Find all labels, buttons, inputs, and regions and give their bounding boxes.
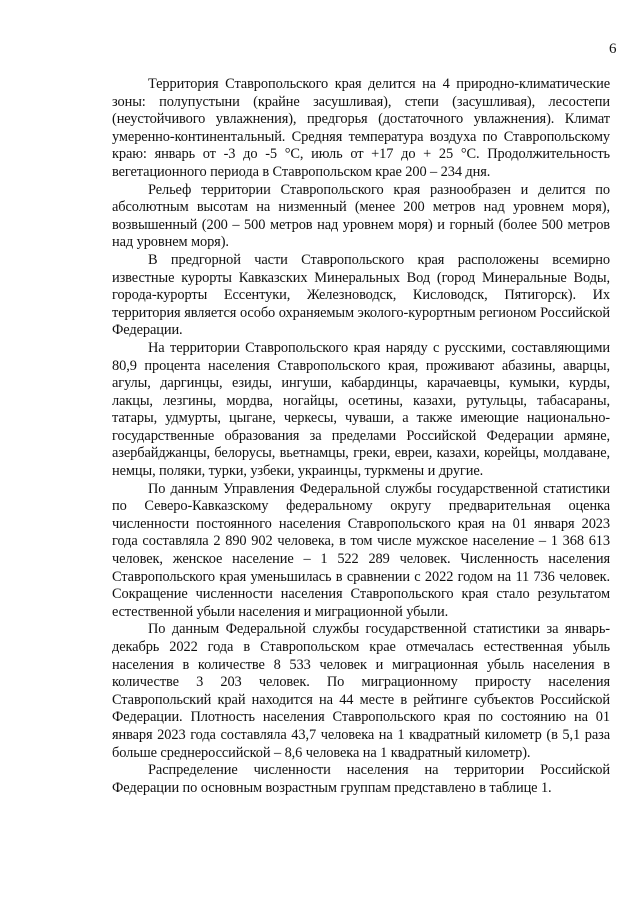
paragraph-population-estimate: По данным Управления Федеральной службы государственной статистики по Северо-Кавказскому федеральному округу предварительная оценка численности постоянного населения Ставропольского края на 01 января 2023 года составляла 2 890 902 человека, в том числе мужское население – 1 368 613 человек, женское население – 1 522 289 человек. Численность населения Ставропольского края уменьшилась в сравнении с 2022 годом на 11 736 человек. Сокращение численности населения Ставропольского края стало результатом естественной убыли населения и миграционной убыли.	[112, 480, 610, 620]
paragraph-climate-zones: Территория Ставропольского края делится на 4 природно-климатические зоны: полупустыни (крайне засушливая), степи (засушливая), лесостепи (неустойчивого увлажнения), предгорья (достаточного увлажнения). Климат умеренно-континентальный. Средняя температура воздуха по Ставропольскому краю: январь от -3 до -5 °С, июль от +17 до + 25 °С. Продолжительность вегетационного периода в Ставропольском крае 200 – 234 дня.	[112, 76, 610, 180]
page-number: 6	[609, 41, 617, 57]
document-body	[112, 76, 610, 797]
paragraph-age-groups: Распределение численности населения на территории Российской Федерации по основным возрастным группам представлено в таблице 1.	[112, 762, 610, 796]
paragraph-nationalities: На территории Ставропольского края наряду с русскими, составляющими 80,9 процента населения Ставропольского края, проживают абазины, аварцы, агулы, даргинцы, езиды, ингуши, кабардинцы, карачаевцы, кумыки, курды, лакцы, лезгины, мордва, ногайцы, осетины, казахи, рутульцы, табасараны, татары, удмурты, цыгане, черкесы, чуваши, а также имеющие национально-государственные образования за пределами Российской Федерации армяне, азербайджанцы, белорусы, вьетнамцы, греки, евреи, казахи, корейцы, молдаване, немцы, поляки, турки, узбеки, украинцы, туркмены и другие.	[112, 339, 610, 480]
paragraph-relief: Рельеф территории Ставропольского края разнообразен и делится по абсолютным высотам на низменный (менее 200 метров над уровнем моря), возвышенный (200 – 500 метров над уровнем моря) и горный (более 500 метров над уровнем моря).	[112, 181, 610, 251]
paragraph-natural-decline: По данным Федеральной службы государственной статистики за январь-декабрь 2022 года в Ставропольском крае отмечалась естественная убыль населения в количестве 8 533 человек и миграционная убыль населения в количестве 3 203 человек. По миграционному приросту населения Ставропольский край находится на 44 месте в рейтинге субъектов Российской Федерации. Плотность населения Ставропольского края по состоянию на 01 января 2023 года составляла 43,7 человека на 1 квадратный километр (в 5,1 раза больше среднероссийской – 8,6 человека на 1 квадратный километр).	[112, 621, 610, 761]
paragraph-resorts: В предгорной части Ставропольского края расположены всемирно известные курорты Кавказских Минеральных Вод (город Минеральные Воды, города-курорты Ессентуки, Железноводск, Кисловодск, Пятигорск). Их территория является особо охраняемым эколого-курортным регионом Российской Федерации.	[112, 251, 610, 339]
